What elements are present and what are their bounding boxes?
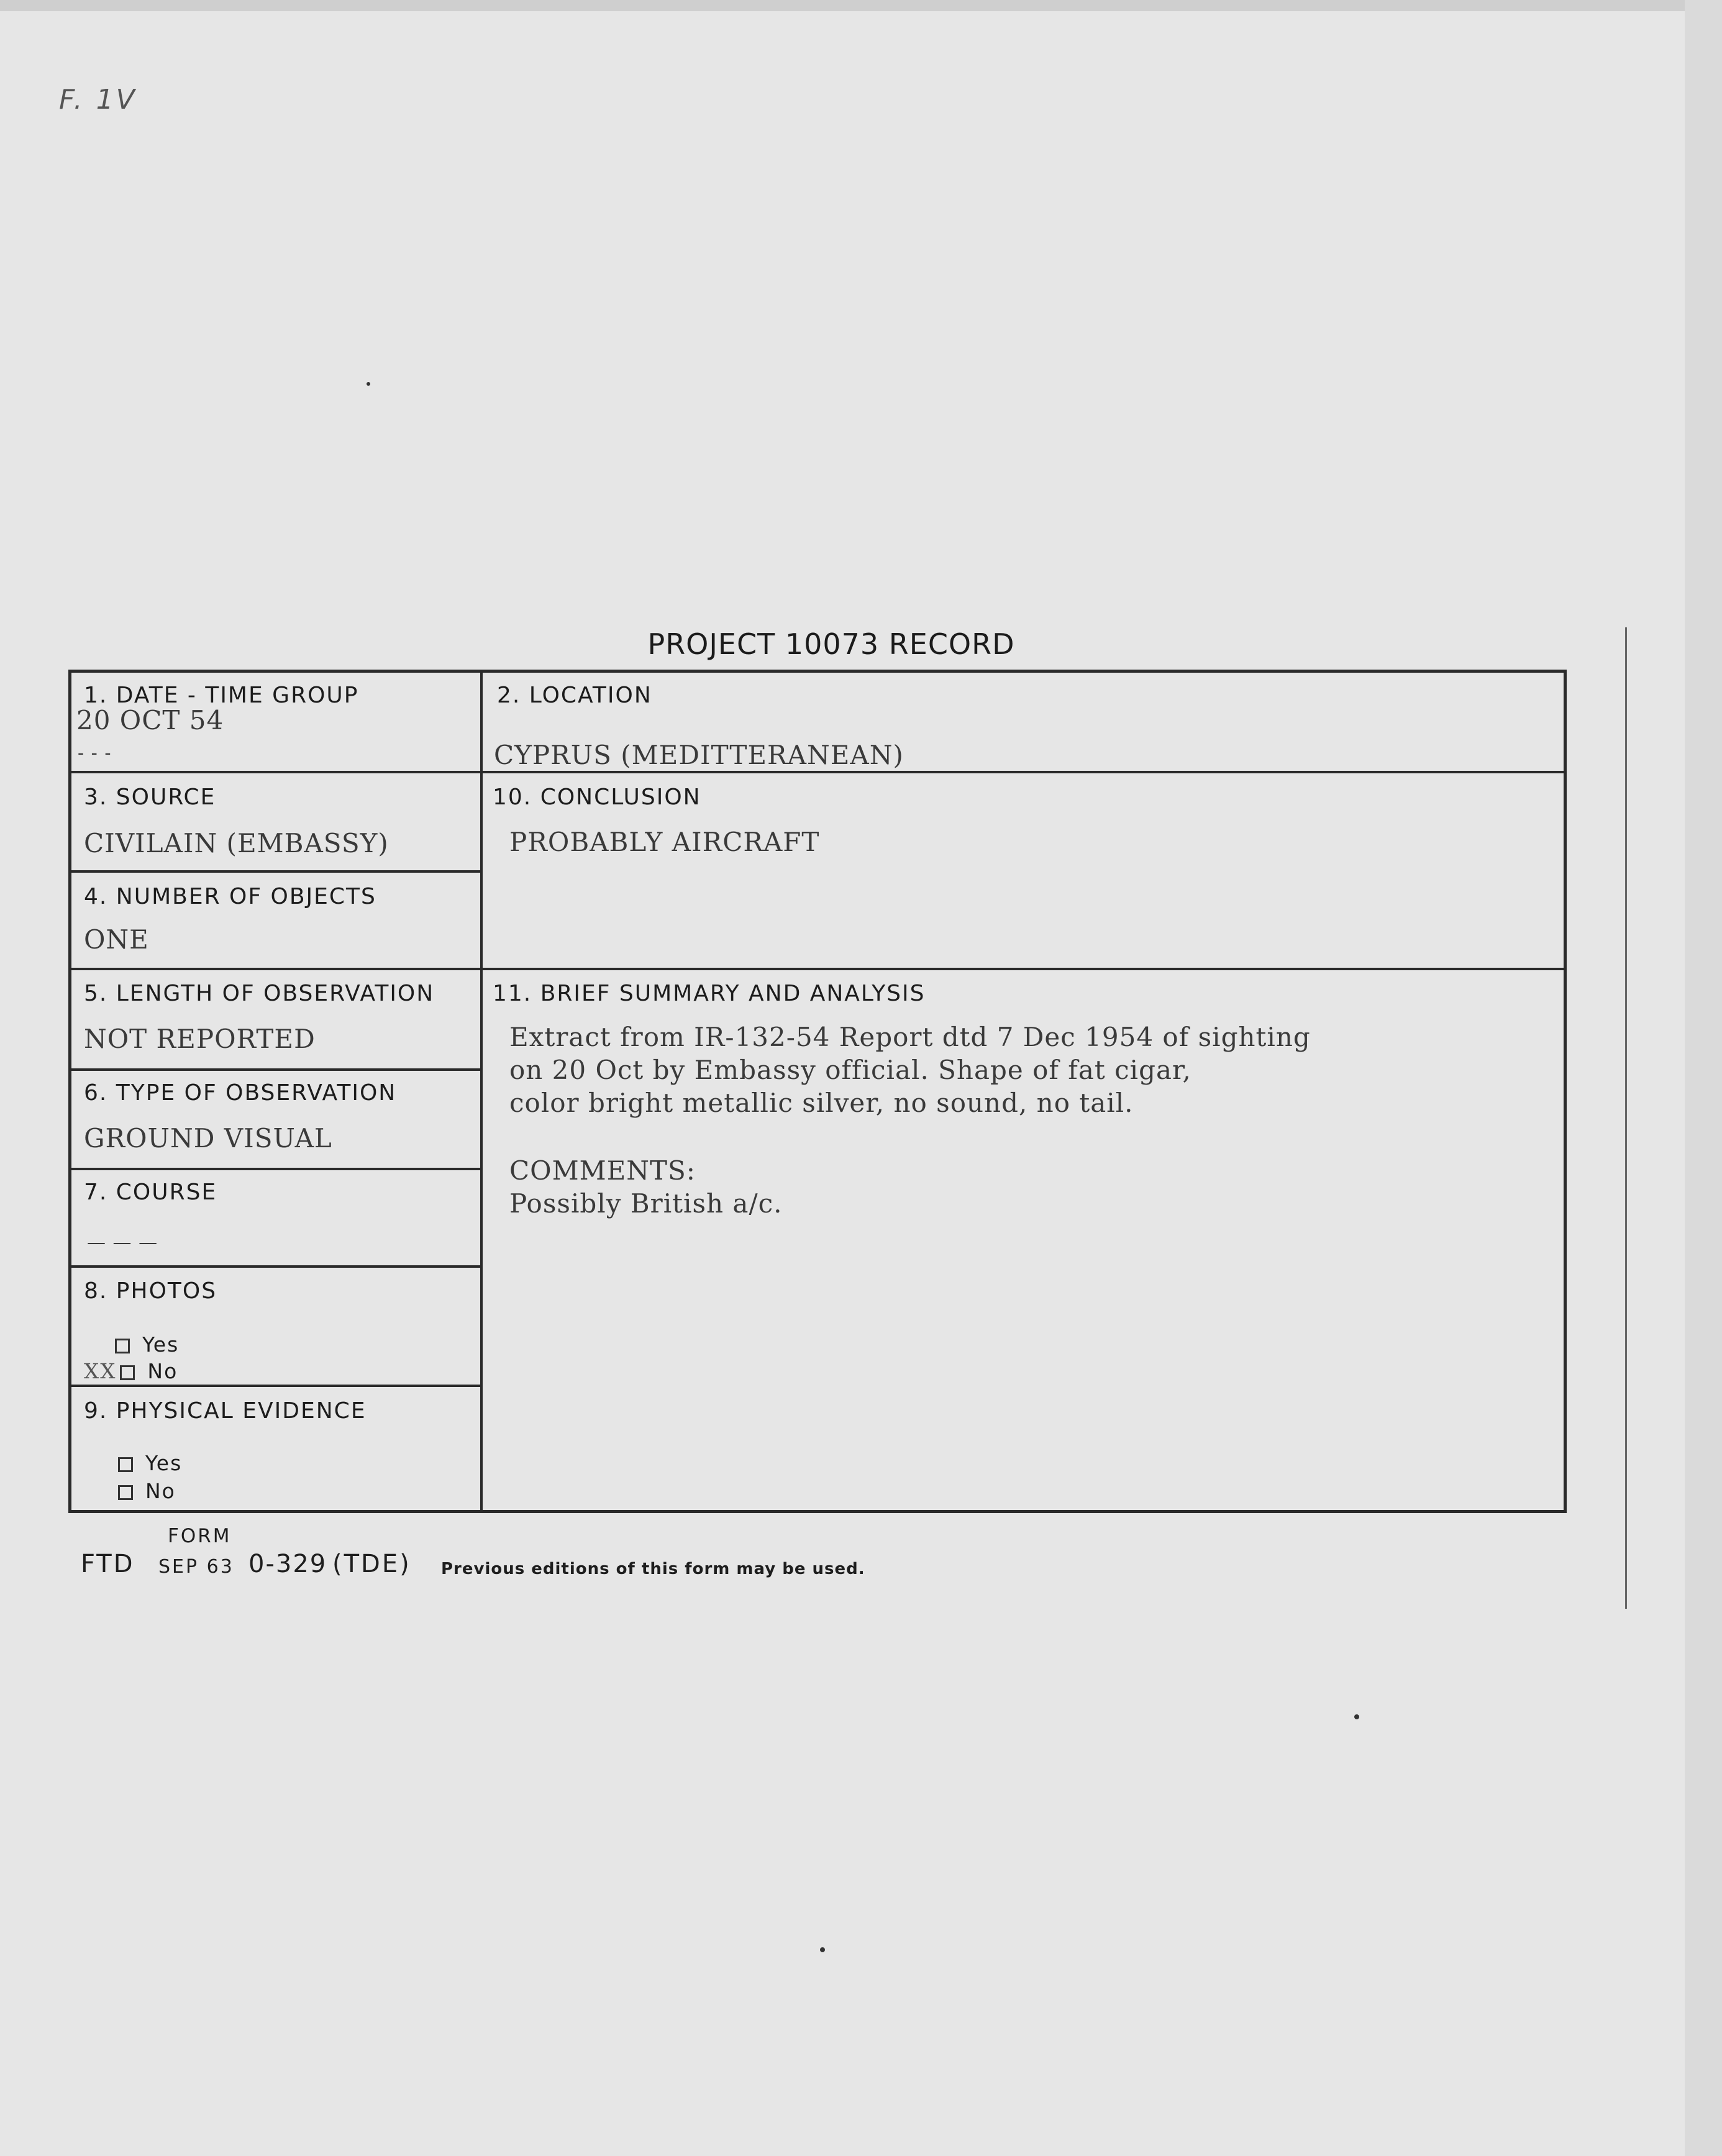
divider-source <box>71 870 483 873</box>
footer-date: SEP 63 <box>158 1556 234 1578</box>
date-time-group-label: 1. DATE - TIME GROUP <box>84 683 359 708</box>
form-title: PROJECT 10073 RECORD <box>647 627 1015 661</box>
scan-edge-right <box>1685 0 1722 2156</box>
summary-label: 11. BRIEF SUMMARY AND ANALYSIS <box>493 981 926 1006</box>
course-value: — — — <box>87 1232 158 1253</box>
record-form <box>68 670 1567 1513</box>
physical-evidence-no-checkbox[interactable] <box>118 1485 133 1500</box>
speck <box>820 1947 825 1952</box>
footer-ftd: FTD <box>81 1550 135 1578</box>
divider-photos <box>71 1385 483 1387</box>
location-value: CYPRUS (MEDITTERANEAN) <box>494 740 904 770</box>
photos-no-label: No <box>147 1359 178 1383</box>
footer-office: (TDE) <box>332 1550 411 1578</box>
photos-yes-option[interactable] <box>115 1332 179 1357</box>
summary-line: Extract from IR-132-54 Report dtd 7 Dec 1954 of sighting <box>509 1022 1311 1052</box>
footer-form-number: 0-329 <box>248 1550 327 1578</box>
number-of-objects-label: 4. NUMBER OF OBJECTS <box>84 884 376 909</box>
divider-type <box>71 1168 483 1170</box>
course-label: 7. COURSE <box>84 1180 217 1205</box>
summary-line: on 20 Oct by Embassy official. Shape of fat cigar, <box>509 1055 1191 1085</box>
summary-text <box>509 1021 1311 1119</box>
physical-evidence-no-label: No <box>145 1479 176 1503</box>
photos-yes-label: Yes <box>142 1332 180 1357</box>
photos-no-typed-mark: XX <box>84 1359 117 1384</box>
length-of-observation-value: NOT REPORTED <box>84 1024 316 1054</box>
type-of-observation-label: 6. TYPE OF OBSERVATION <box>84 1080 397 1106</box>
divider-row2 <box>71 968 1564 970</box>
location-label: 2. LOCATION <box>497 683 652 708</box>
conclusion-value: PROBABLY AIRCRAFT <box>509 827 820 857</box>
source-label: 3. SOURCE <box>84 785 216 810</box>
speck <box>1354 1714 1359 1719</box>
divider-row1 <box>71 771 1564 773</box>
physical-evidence-yes-label: Yes <box>145 1451 183 1475</box>
comments-label: COMMENTS: <box>509 1155 696 1186</box>
photos-yes-checkbox[interactable] <box>115 1339 130 1353</box>
divider-length <box>71 1068 483 1071</box>
summary-line: color bright metallic silver, no sound, no tail. <box>509 1088 1134 1118</box>
physical-evidence-yes-option[interactable] <box>118 1451 182 1475</box>
photos-label: 8. PHOTOS <box>84 1278 217 1304</box>
column-divider <box>480 673 483 1510</box>
type-of-observation-value: GROUND VISUAL <box>84 1123 332 1153</box>
footer-form-word: FORM <box>168 1525 232 1547</box>
physical-evidence-yes-checkbox[interactable] <box>118 1457 133 1472</box>
physical-evidence-label: 9. PHYSICAL EVIDENCE <box>84 1398 367 1424</box>
date-time-group-value: 20 OCT 54 <box>76 705 224 735</box>
photos-no-option[interactable] <box>84 1359 178 1384</box>
divider-course <box>71 1265 483 1268</box>
physical-evidence-no-option[interactable] <box>118 1479 176 1503</box>
speck <box>367 382 370 386</box>
scan-edge-line <box>1625 627 1627 1609</box>
conclusion-label: 10. CONCLUSION <box>493 785 701 810</box>
photos-no-checkbox[interactable] <box>120 1365 135 1380</box>
form-footer <box>81 1525 950 1599</box>
length-of-observation-label: 5. LENGTH OF OBSERVATION <box>84 981 435 1006</box>
date-time-group-dashes: - - - <box>78 742 112 764</box>
footer-note: Previous editions of this form may be used. <box>441 1560 865 1578</box>
scan-edge-top <box>0 0 1722 11</box>
source-value: CIVILAIN (EMBASSY) <box>84 828 389 858</box>
number-of-objects-value: ONE <box>84 924 149 955</box>
corner-handwritten-mark: F. 1V <box>59 84 137 116</box>
comments-value: Possibly British a/c. <box>509 1188 783 1219</box>
